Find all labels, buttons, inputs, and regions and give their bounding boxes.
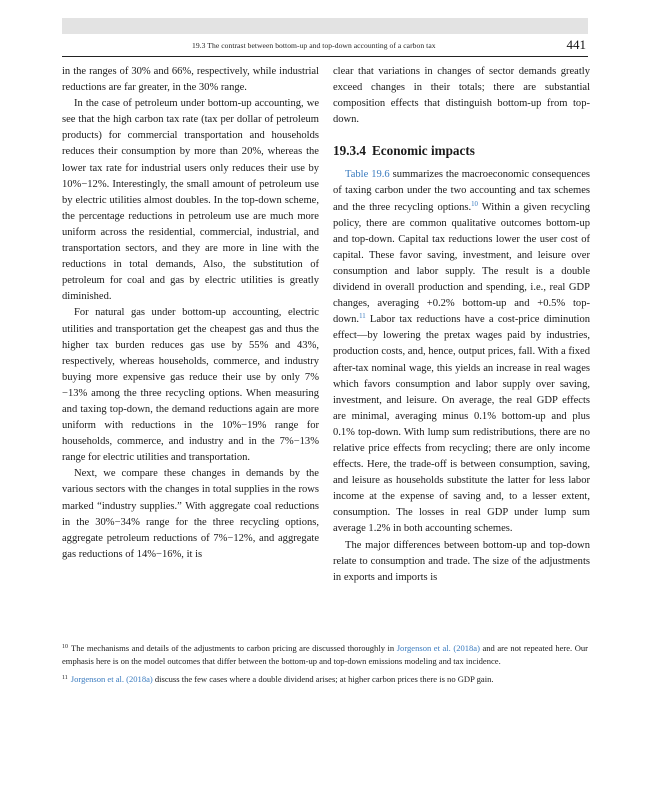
running-head bbox=[62, 38, 588, 57]
footnote-ref-link[interactable]: 10 bbox=[471, 200, 478, 208]
citation-link[interactable]: Jorgenson et al. (2018a) bbox=[396, 643, 480, 653]
section-title: Economic impacts bbox=[371, 143, 475, 159]
footnote bbox=[62, 673, 588, 686]
footnote-text: and are not repeated here. Our emphasis here is on the model outcomes that differ between the bottom-up and top-down emissions modeling and tax incidence. bbox=[62, 643, 589, 667]
paragraph: For natural gas under bottom-up accounting, electric utilities and transportation get the cheapest gas and thus the higher tax burden reduces gas use by 55% and 43%, respectively, whereas households, commerce, and industry buying more expensive gas reduce their use by only 7% −13% among the three recycling options. When measuring and taxing top-down, the demand reductions again are more uniform with reductions in the 10%−19% range for households, commerce, and industry and in the 7%−13% range for electric utilities and transportation. bbox=[62, 307, 319, 464]
footnote-mark: 10 bbox=[62, 644, 68, 650]
paragraph: The major differences between bottom-up and top-down relate to consumption and trade. The size of the adjustments in exports and imports is bbox=[333, 539, 590, 583]
section-number: 19.3.4 bbox=[333, 143, 366, 159]
paragraph bbox=[333, 167, 590, 537]
footnote-text: discuss the few cases where a double dividend arises; at higher carbon prices there is no GDP gain. bbox=[152, 673, 494, 684]
table-reference-link[interactable]: Table 19.6 bbox=[345, 169, 390, 181]
paragraph-text: summarizes the macroeconomic consequences of taxing carbon under the two accounting and tax schemes and the three recycling options. bbox=[333, 169, 590, 213]
page-number: 441 bbox=[566, 37, 586, 52]
right-column bbox=[333, 64, 590, 586]
footnote-mark: 11 bbox=[62, 674, 68, 681]
paragraph: in the ranges of 30% and 66%, respectively, while industrial reductions are far greater, in the 30% range. bbox=[62, 66, 319, 94]
citation-link[interactable]: Jorgenson et al. (2018a) bbox=[70, 673, 153, 684]
footnotes bbox=[62, 642, 588, 690]
footnote bbox=[62, 642, 588, 669]
footnote-text: The mechanisms and details of the adjustments to carbon pricing are discussed thoroughly in bbox=[71, 643, 397, 653]
paragraph: Next, we compare these changes in demands by the various sectors with the changes in total supplies in the rows marked “industry supplies.” With aggregate coal reductions in the 30%−34% range for the three recycling options, aggregate petroleum reductions of 7%−12%, and aggregate gas reductions of 14%−16%, it is bbox=[62, 468, 319, 560]
header-bar bbox=[62, 18, 588, 34]
running-title: 19.3 The contrast between bottom-up and top-down accounting of a carbon tax bbox=[192, 41, 436, 50]
paragraph-text: Within a given recycling policy, there are common qualitative outcomes bottom-up and top-down. Capital tax reductions lower the user cost of capital. These favor saving, investment, and leisure over consumption and labor supply. The result is a double dividend in overall production and spending, i.e., real GDP changes, averaging +0.2% bottom-up and +0.5% top-down. bbox=[333, 201, 591, 326]
section-heading bbox=[333, 142, 590, 160]
footnote-ref-link[interactable]: 11 bbox=[359, 313, 366, 321]
paragraph-text: Labor tax reductions have a cost-price diminution effect—by lowering the pretax wages paid by industries, production costs, and, hence, output prices, fall. With a fixed after-tax nominal wage, this yields an increase in real wages which favors consumption and labor supply over saving, investment, and leisure. On average, the real GDP effects are minimal, averaging minus 0.1% bottom-up and plus 0.1% top-down. With lump sum redistributions, there are no relative price effects from recycling; there are only income effects. Here, the trade-off is between consumption, saving, and leisure as households substitute the latter for less labor income at the expense of saving and, to a lesser extent, consumption. The losses in real GDP under lump sum average 1.2% in both accounting schemes. bbox=[333, 314, 590, 535]
left-column bbox=[62, 64, 319, 563]
paragraph: clear that variations in changes of sector demands greatly exceed changes in their totals; there are substantial composition effects that distinguish bottom-up from top-down. bbox=[333, 66, 590, 126]
paragraph: In the case of petroleum under bottom-up accounting, we see that the high carbon tax rate (tax per dollar of petroleum products) for commercial transportation and households reduces their consumption by more than 20%, whereas the lower tax rate for industrial users only reduces their use by 10%−12%. Interestingly, the small amount of petroleum use by electric utilities almost doubles. In the top-down scheme, the percentage reductions in petroleum use are much more uniform across the residential, commercial, industrial, and transportation sectors, and they are more in line with the reductions in total demands, Also, the substitution of petroleum for coal and gas by electric utilities is greatly diminished. bbox=[62, 98, 319, 303]
